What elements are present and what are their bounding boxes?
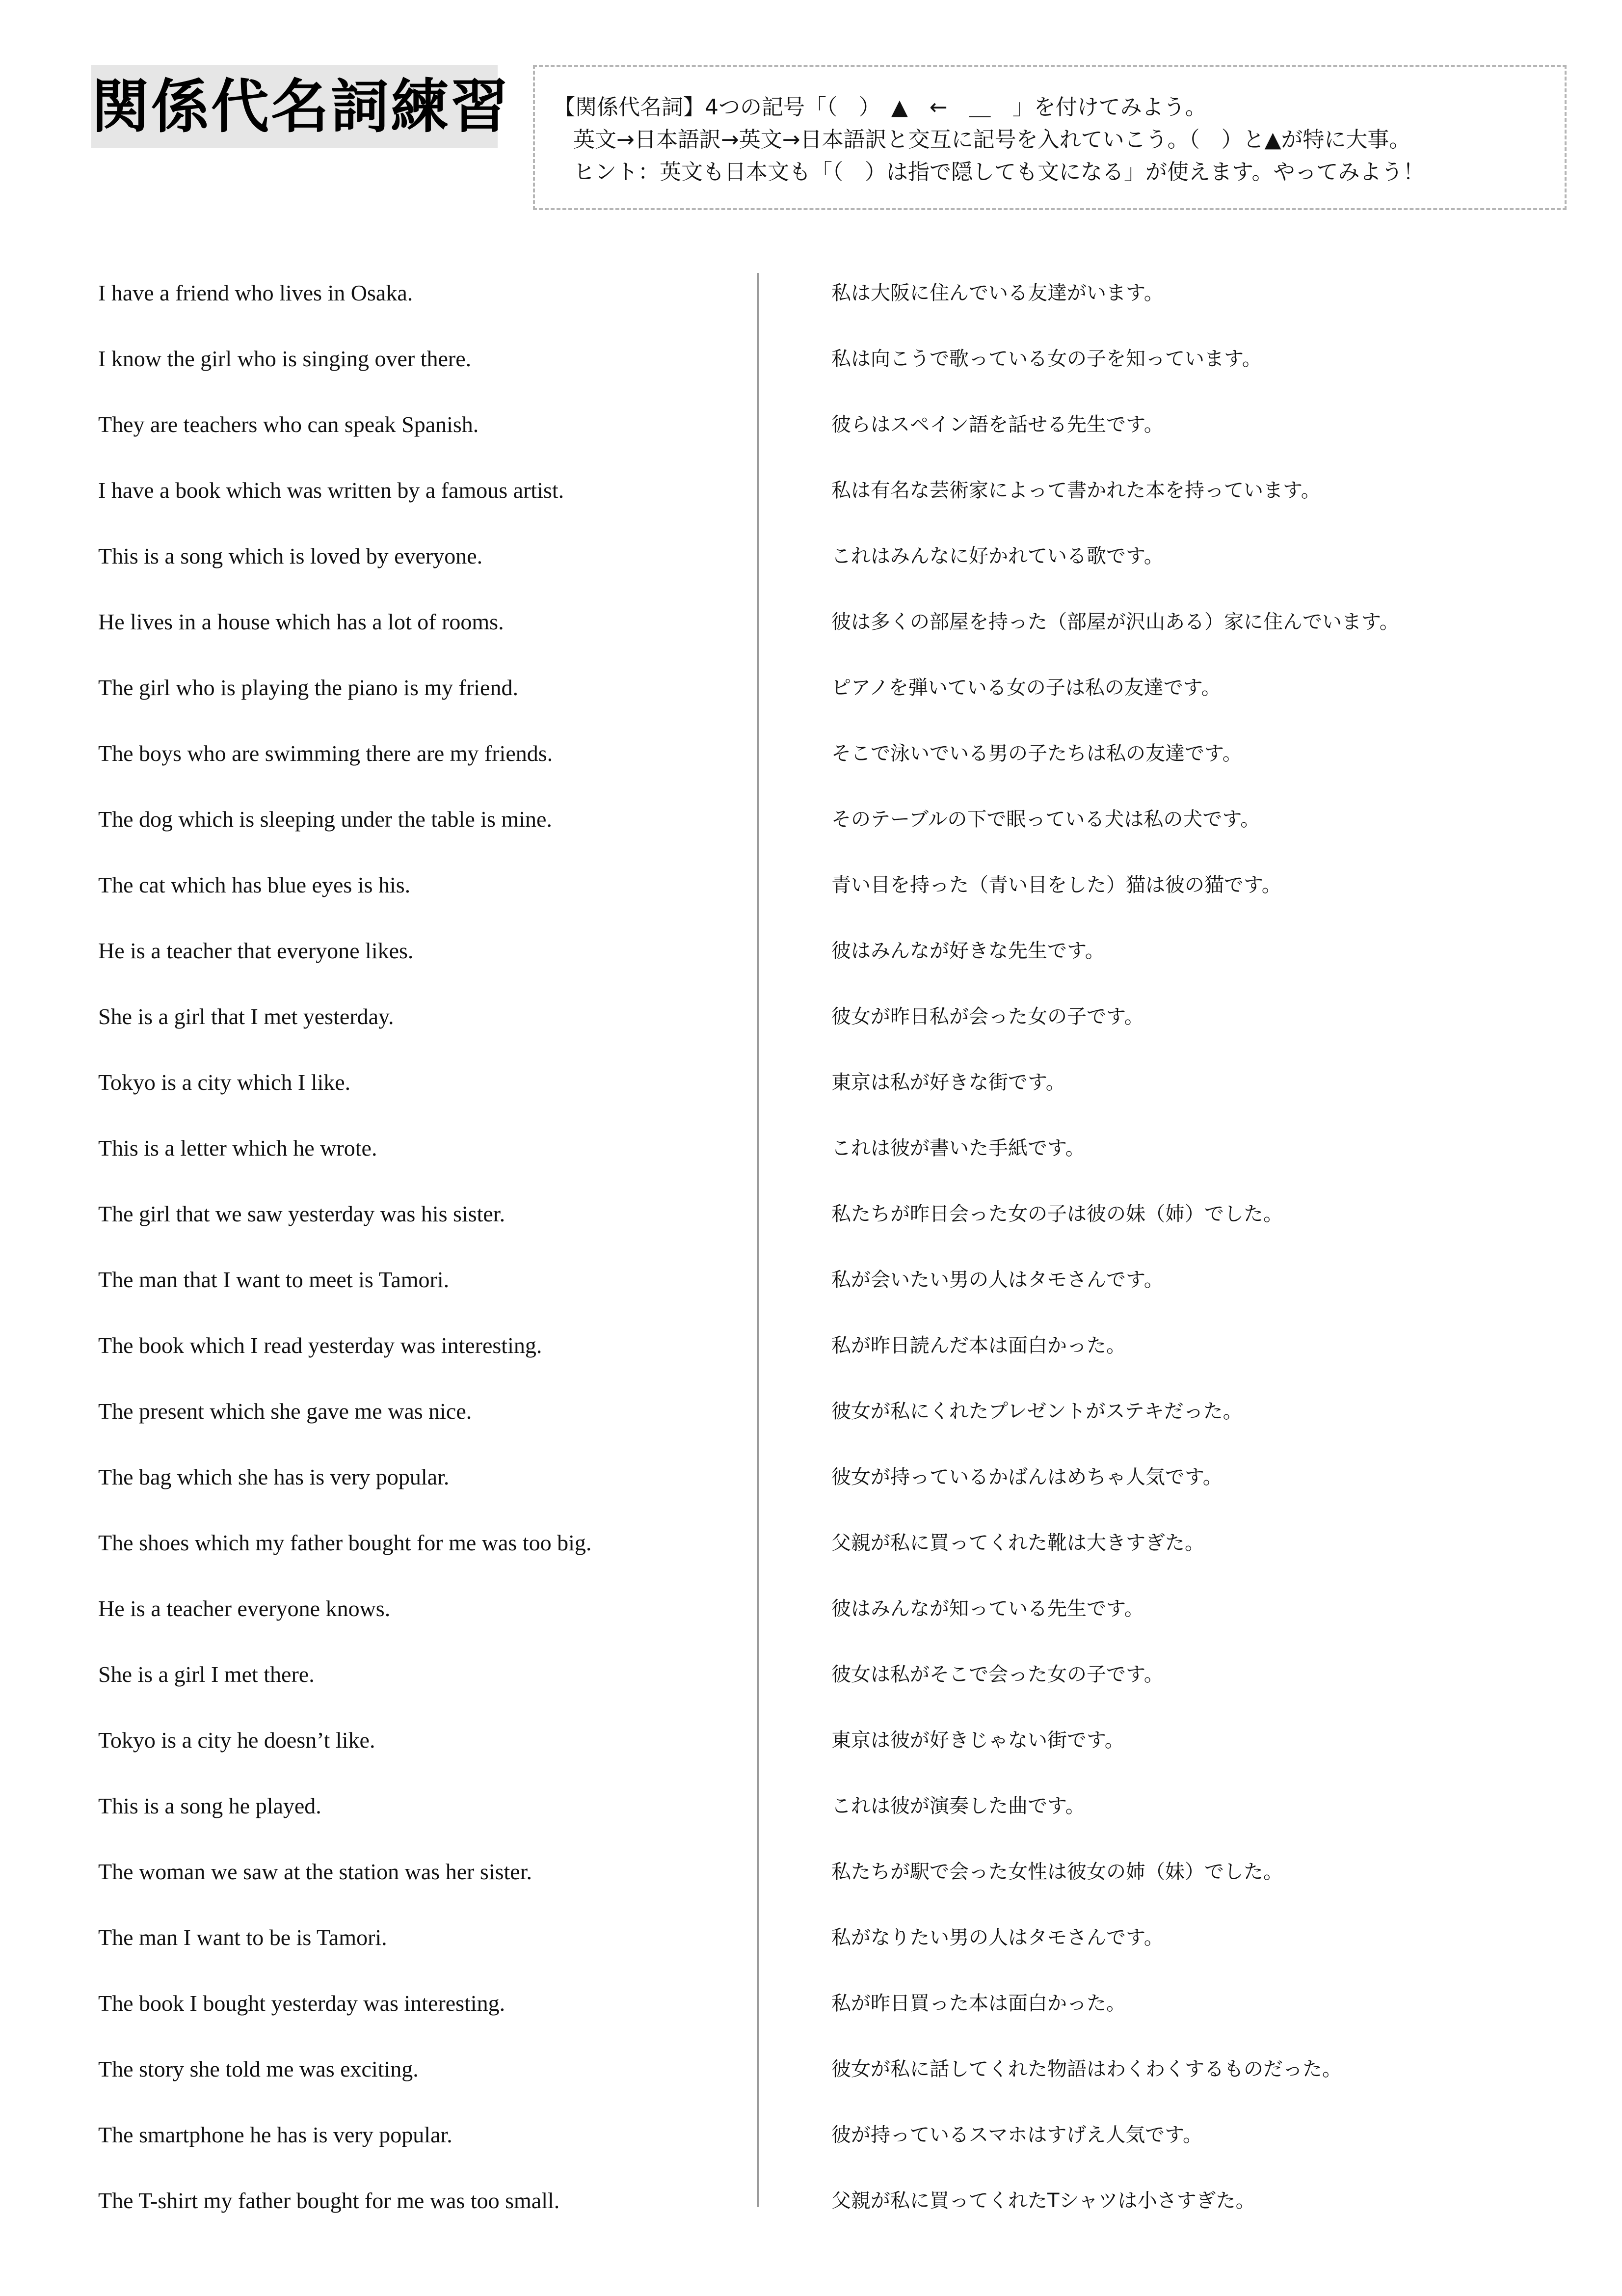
japanese-sentence: 彼女が昨日私が会った女の子です。 [831, 1005, 1144, 1028]
english-sentence: Tokyo is a city which I like. [98, 1070, 351, 1095]
english-sentence: The bag which she has is very popular. [98, 1464, 450, 1489]
japanese-sentence: 彼が持っているスマホはすげえ人気です。 [831, 2124, 1202, 2146]
instructions-box [533, 65, 1567, 210]
japanese-sentence: 私は向こうで歌っている女の子を知っています。 [831, 348, 1262, 370]
english-sentence: He lives in a house which has a lot of rooms. [98, 609, 504, 634]
english-sentence: The book I bought yesterday was interesting. [98, 1991, 505, 2016]
english-sentence: The story she told me was exciting. [98, 2056, 419, 2081]
japanese-sentence: 私は大阪に住んでいる友達がいます。 [831, 282, 1164, 304]
japanese-sentence: ピアノを弾いている女の子は私の友達です。 [831, 676, 1221, 699]
japanese-sentence: 彼らはスペイン語を話せる先生です。 [831, 413, 1164, 436]
japanese-sentence: 彼はみんなが好きな先生です。 [831, 940, 1105, 962]
japanese-sentence: 彼はみんなが知っている先生です。 [831, 1597, 1144, 1620]
japanese-sentence: 東京は彼が好きじゃない街です。 [831, 1729, 1124, 1752]
english-sentence: The girl who is playing the piano is my friend. [98, 675, 518, 700]
english-sentence: The smartphone he has is very popular. [98, 2122, 452, 2147]
instruction-line-2: 英文→日本語訳→英文→日本語訳と交互に記号を入れていこう。（ ）と▲が特に大事。 [573, 127, 1411, 152]
english-sentence: I have a friend who lives in Osaka. [98, 280, 413, 305]
japanese-sentence: 東京は私が好きな街です。 [831, 1071, 1065, 1094]
japanese-sentence: 私たちが昨日会った女の子は彼の妹（姉）でした。 [831, 1203, 1283, 1225]
japanese-sentence: そのテーブルの下で眠っている犬は私の犬です。 [831, 808, 1260, 831]
japanese-sentence: 私たちが駅で会った女性は彼女の姉（妹）でした。 [831, 1861, 1283, 1883]
japanese-sentence: 青い目を持った（青い目をした）猫は彼の猫です。 [831, 874, 1281, 896]
instruction-line-1: 【関係代名詞】4つの記号「（ ） ▲ ← ＿ 」を付けてみよう。 [554, 95, 1207, 120]
english-sentence: I have a book which was written by a famous artist. [98, 478, 564, 503]
english-sentence: She is a girl that I met yesterday. [98, 1004, 394, 1029]
japanese-sentence: これは彼が演奏した曲です。 [831, 1795, 1085, 1817]
english-sentence: The shoes which my father bought for me was too big. [98, 1530, 592, 1555]
english-sentence: The dog which is sleeping under the table is mine. [98, 807, 552, 832]
japanese-sentence: 私がなりたい男の人はタモさんです。 [831, 1926, 1164, 1949]
english-sentence: He is a teacher everyone knows. [98, 1596, 391, 1621]
english-sentences-column [98, 275, 736, 2248]
english-sentence: The boys who are swimming there are my friends. [98, 741, 553, 766]
english-sentence: The cat which has blue eyes is his. [98, 872, 411, 897]
english-sentence: This is a song he played. [98, 1793, 321, 1818]
japanese-sentence: 私が会いたい男の人はタモさんです。 [831, 1269, 1164, 1291]
japanese-sentence: 彼女が私に話してくれた物語はわくわくするものだった。 [831, 2058, 1342, 2080]
japanese-sentence: 私が昨日買った本は面白かった。 [831, 1992, 1126, 2015]
japanese-sentence: これはみんなに好かれている歌です。 [831, 545, 1164, 567]
english-sentence: The man that I want to meet is Tamori. [98, 1267, 450, 1292]
english-sentence: He is a teacher that everyone likes. [98, 938, 414, 963]
english-sentence: Tokyo is a city he doesn’t like. [98, 1728, 375, 1753]
english-sentence: This is a letter which he wrote. [98, 1135, 377, 1161]
page-title: 関係代名詞練習 [91, 65, 498, 148]
english-sentence: The girl that we saw yesterday was his sister. [98, 1201, 505, 1226]
japanese-sentence: 父親が私に買ってくれたTシャツは小さすぎた。 [831, 2189, 1255, 2212]
english-sentence: They are teachers who can speak Spanish. [98, 412, 479, 437]
japanese-sentence: そこで泳いでいる男の子たちは私の友達です。 [831, 742, 1242, 765]
japanese-sentence: 彼は多くの部屋を持った（部屋が沢山ある）家に住んでいます。 [831, 611, 1399, 633]
japanese-sentence: 彼女が持っているかばんはめちゃ人気です。 [831, 1466, 1223, 1488]
japanese-sentence: 父親が私に買ってくれた靴は大きすぎた。 [831, 1532, 1204, 1554]
english-sentence: The T-shirt my father bought for me was too small. [98, 2188, 560, 2213]
japanese-sentence: 私が昨日読んだ本は面白かった。 [831, 1334, 1126, 1357]
japanese-sentence: 彼女が私にくれたプレゼントがステキだった。 [831, 1400, 1243, 1423]
english-sentence: She is a girl I met there. [98, 1662, 315, 1687]
japanese-sentence: これは彼が書いた手紙です。 [831, 1137, 1085, 1160]
column-divider [757, 273, 759, 2207]
english-sentence: The present which she gave me was nice. [98, 1399, 472, 1424]
english-sentence: The book which I read yesterday was interesting. [98, 1333, 542, 1358]
japanese-translations-column [831, 275, 1597, 2248]
japanese-sentence: 彼女は私がそこで会った女の子です。 [831, 1663, 1164, 1686]
english-sentence: The man I want to be is Tamori. [98, 1925, 387, 1950]
japanese-sentence: 私は有名な芸術家によって書かれた本を持っています。 [831, 479, 1321, 502]
instruction-line-3: ヒント：英文も日本文も「（ ）は指で隠しても文になる」が使えます。やってみよう！ [573, 160, 1425, 185]
english-sentence: This is a song which is loved by everyone. [98, 543, 483, 568]
english-sentence: The woman we saw at the station was her sister. [98, 1859, 532, 1884]
english-sentence: I know the girl who is singing over there. [98, 346, 472, 371]
